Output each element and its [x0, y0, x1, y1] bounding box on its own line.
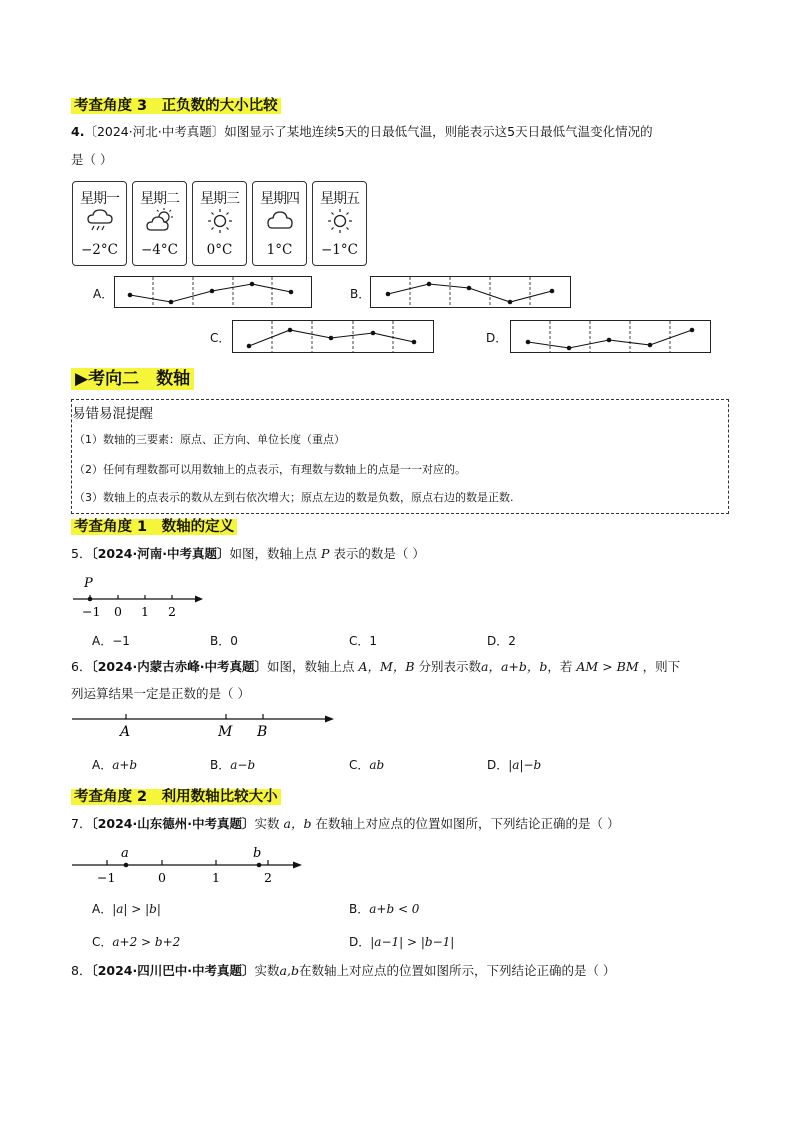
- q7-point-b-label: b: [253, 846, 262, 861]
- tips-title: 易错易混提醒: [72, 406, 153, 422]
- q7-tick-label: 0: [158, 870, 166, 885]
- q5-tick-label: 1: [141, 604, 149, 619]
- q4-option-c-graph: [232, 320, 434, 353]
- q4-option-a-graph: [114, 276, 312, 308]
- q4-option-b-graph: [370, 276, 571, 308]
- tips-box: [71, 399, 729, 514]
- weather-card-thursday: 星期四 1°C: [252, 181, 307, 266]
- q5-point-p-label: P: [84, 576, 93, 591]
- q5-tick-label: 0: [114, 604, 122, 619]
- q6-option-b: B．a−b: [210, 758, 256, 772]
- weather-card-monday: 星期一 −2°C: [72, 181, 127, 266]
- q5-number-line: [70, 573, 210, 623]
- q6-point-b-label: B: [257, 724, 268, 740]
- question-6-line-2: 列运算结果一定是正数的是（ ）: [71, 686, 250, 701]
- q5-option-a: A．−1: [92, 634, 130, 648]
- q7-option-b: B．a+b < 0: [349, 902, 420, 916]
- q7-tick-label: −1: [97, 870, 116, 885]
- question-4-line-1: 4.〔2024·河北·中考真题〕如图显示了某地连续5天的日最低气温，则能表示这5天日最低气温变化情况的: [71, 124, 653, 139]
- q6-option-a: A．a+b: [92, 758, 138, 772]
- weather-card-wednesday: 星期三 0°C: [192, 181, 247, 266]
- q4-option-b-label: B．: [350, 287, 371, 301]
- section-heading-angle-2: 考查角度 2 利用数轴比较大小: [71, 786, 281, 807]
- q7-option-d: D．|a−1| > |b−1|: [349, 935, 455, 949]
- q7-point-a-label: a: [121, 846, 129, 861]
- cloud-sun-icon: [146, 208, 174, 234]
- section-heading-angle-1: 考查角度 1 数轴的定义: [71, 516, 237, 537]
- tips-item: （3）数轴上的点表示的数从左到右依次增大；原点左边的数是负数，原点右边的数是正数.: [74, 491, 514, 504]
- q7-option-c: C．a+2 > b+2: [92, 935, 181, 949]
- q4-option-c-label: C．: [210, 331, 231, 345]
- q7-tick-label: 1: [212, 870, 220, 885]
- tips-item: （1）数轴的三要素：原点、正方向、单位长度（重点）: [74, 433, 345, 446]
- q4-option-a-label: A．: [93, 287, 114, 301]
- tips-item: （2）任何有理数都可以用数轴上的点表示，有理数与数轴上的点是一一对应的。: [74, 463, 466, 476]
- q6-option-c: C．ab: [349, 758, 385, 772]
- q7-number-line: [70, 843, 306, 885]
- sun-icon: [326, 208, 354, 234]
- question-8-text: 8．〔2024·四川巴中·中考真题〕实数a,b在数轴上对应点的位置如图所示，下列结论正确的是（ ）: [71, 963, 616, 978]
- cloud-icon: [266, 208, 294, 234]
- q5-option-b: B．0: [210, 634, 238, 648]
- q6-option-d: D．|a|−b: [487, 758, 542, 772]
- q6-point-m-label: M: [218, 724, 233, 740]
- question-5-text: 5．〔2024·河南·中考真题〕如图，数轴上点 P 表示的数是（ ）: [71, 546, 425, 561]
- rain-cloud-icon: [86, 208, 114, 234]
- weather-card-tuesday: 星期二 −4°C: [132, 181, 187, 266]
- section-heading-number-line: ▶考向二 数轴: [71, 364, 194, 389]
- q7-tick-label: 2: [264, 870, 272, 885]
- weather-card-friday: 星期五 −1°C: [312, 181, 367, 266]
- section-heading-angle-3: 考查角度 3 正负数的大小比较: [71, 95, 281, 116]
- q5-option-c: C．1: [349, 634, 378, 648]
- q7-option-a: A．|a| > |b|: [92, 902, 161, 916]
- question-7-text: 7．〔2024·山东德州·中考真题〕实数 a，b 在数轴上对应点的位置如图所，下列结论正确的是（ ）: [71, 816, 620, 831]
- question-6-line-1: 6．〔2024·内蒙古赤峰·中考真题〕如图，数轴上点 A，M，B 分别表示数a，a+b，b，若 AM > BM ，则下: [71, 659, 681, 674]
- sun-icon: [206, 208, 234, 234]
- q5-tick-label: −1: [82, 604, 101, 619]
- q5-tick-label: 2: [168, 604, 176, 619]
- q6-number-line: [70, 708, 338, 742]
- q6-point-a-label: A: [120, 724, 131, 740]
- q4-option-d-graph: [510, 320, 711, 353]
- q4-option-d-label: D．: [486, 331, 508, 345]
- q5-option-d: D．2: [487, 634, 516, 648]
- question-4-line-2: 是（ ）: [71, 152, 113, 167]
